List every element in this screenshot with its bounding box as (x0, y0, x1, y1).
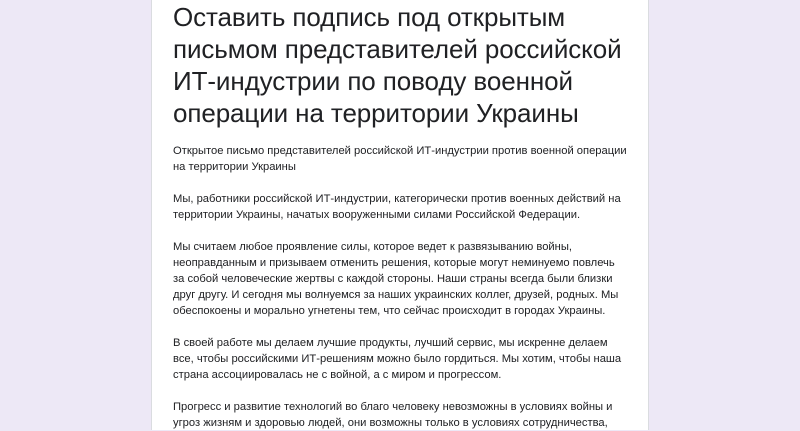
description-paragraph: Мы, работники российской ИТ-индустрии, категорически против военных действий на территории Украины, начатых вооруженными силами Российской Федерации. (173, 193, 621, 221)
description-paragraph: В своей работе мы делаем лучшие продукты, лучший сервис, мы искренне делаем все, чтобы российскими ИТ-решениям можно было гордиться. Мы хотим, чтобы наша страна ассоциировалась не с войной, а с миром и прогрессом. (173, 337, 622, 381)
description-paragraph: Прогресс и развитие технологий во благо человеку невозможны в условиях войны и угроз жизням и здоровью людей, они возможны только в условиях сотрудничества, (173, 401, 613, 429)
form-header-card (151, 0, 649, 430)
description-paragraph: Открытое письмо представителей российской ИТ-индустрии против военной операции на территории Украины (173, 145, 627, 173)
form-title: Оставить подпись под открытым письмом представителей российской ИТ-индустрии по поводу военной операции на территории Украины (173, 2, 622, 128)
description-paragraph: Мы считаем любое проявление силы, которое ведет к развязыванию войны, неоправданным и призываем отменить решения, которые могут неминуемо повлечь за собой человеческие жертвы с каждой стороны. Наши страны всегда были близки друг другу. И сегодня мы волнуемся за наших украинских коллег, друзей, родных. Мы обеспокоены и морально угнетены тем, что сейчас происходит в городах Украины. (173, 241, 619, 317)
form-description (173, 143, 628, 431)
